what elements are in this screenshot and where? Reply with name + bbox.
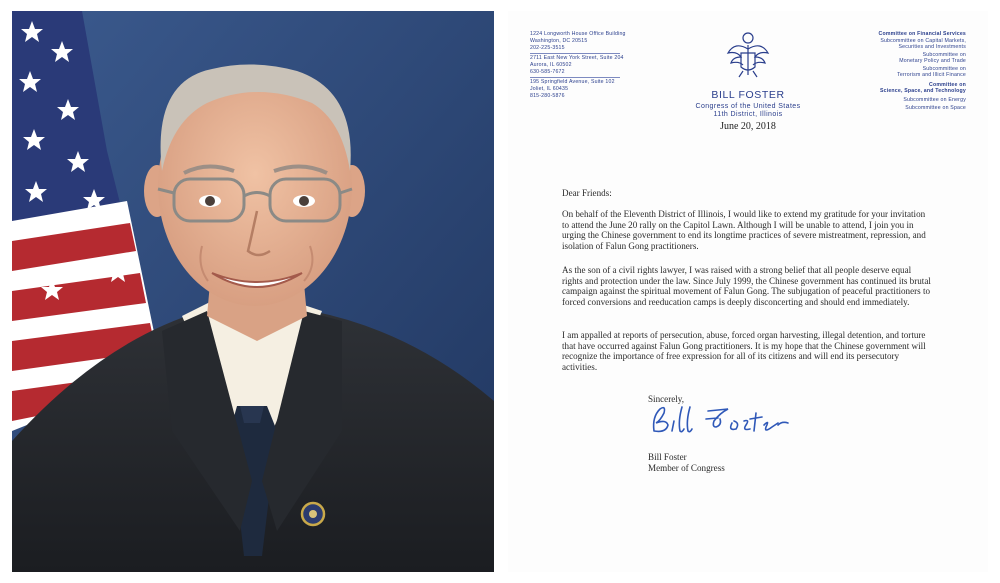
address-line: 1224 Longworth House Office Building [530,31,626,37]
address-line: Aurora, IL 60502 [530,62,572,68]
handwritten-signature [646,403,796,437]
signer-title: Member of Congress [648,463,725,473]
salutation: Dear Friends: [562,188,612,198]
signer-name: Bill Foster [648,452,687,462]
committee-line: Committee on [929,82,966,88]
address-line: 195 Springfield Avenue, Suite 102 [530,79,615,85]
committee-line: Subcommittee on Capital Markets, [880,38,966,44]
committee-line: Terrorism and Illicit Finance [897,72,966,78]
congressman-name: BILL FOSTER [711,89,785,101]
paragraph-text: I am appalled at reports of persecution, abuse, forced organ harvesting, illegal detention, and torture that have occurred against Falun Gong practitioners. It is my hope that the Chinese government will recognize the importance of free expression for all of its citizens and will end its persecutory activities. [562,330,926,373]
committee-line: Science, Space, and Technology [879,88,966,94]
congress-line: Congress of the United States [695,103,801,110]
address-line: 630-585-7672 [530,69,565,75]
committee-line: Subcommittee on Space [905,105,966,111]
committee-line: Committee on Financial Services [878,31,966,37]
district-line: 11th District, Illinois [713,111,783,118]
address-line: 2711 East New York Street, Suite 204 [530,55,624,61]
address-line: 815-280-5876 [530,93,565,99]
portrait-illustration [12,11,494,572]
congressional-seal-icon [725,31,771,81]
committee-line: Monetary Policy and Trade [899,58,966,64]
address-line: 202-225-3515 [530,45,565,51]
address-line: Joliet, IL 60435 [530,86,569,92]
committee-line: Subcommittee on [922,66,966,72]
committee-line: Subcommittee on [922,52,966,58]
letter-date: June 20, 2018 [720,121,776,132]
paragraph [562,209,934,252]
paragraph [562,265,934,308]
congressional-lapel-pin-icon [302,503,324,525]
paragraph-text: As the son of a civil rights lawyer, I was raised with a strong belief that all people deserve equal rights and protection under the law. Since July 1999, the Chinese government has continued its brutal campaign against the spiritual movement of Falun Gong. The subjugation of peaceful practitioners to forced conversions and reeducation camps is deeply disconcerting and should end immediately. [562,265,931,308]
paragraph [562,330,934,373]
portrait-photo [12,11,494,572]
closing: Sincerely, [648,394,685,404]
committee-line: Securities and Investments [898,44,966,50]
address-divider [530,77,620,78]
paragraph-text: On behalf of the Eleventh District of Illinois, I would like to extend my gratitude for your invitation to attend the June 20 rally on the Capitol Lawn. Although I will be unable to attend, I join you in urging the Chinese government to end its longtime practices of severe mistreatment, repression, and isolation of Falun Gong practitioners. [562,209,926,252]
address-divider [530,53,620,54]
address-line: Washington, DC 20515 [530,38,588,44]
committee-line: Subcommittee on Energy [903,97,966,103]
letter-page [508,11,988,572]
